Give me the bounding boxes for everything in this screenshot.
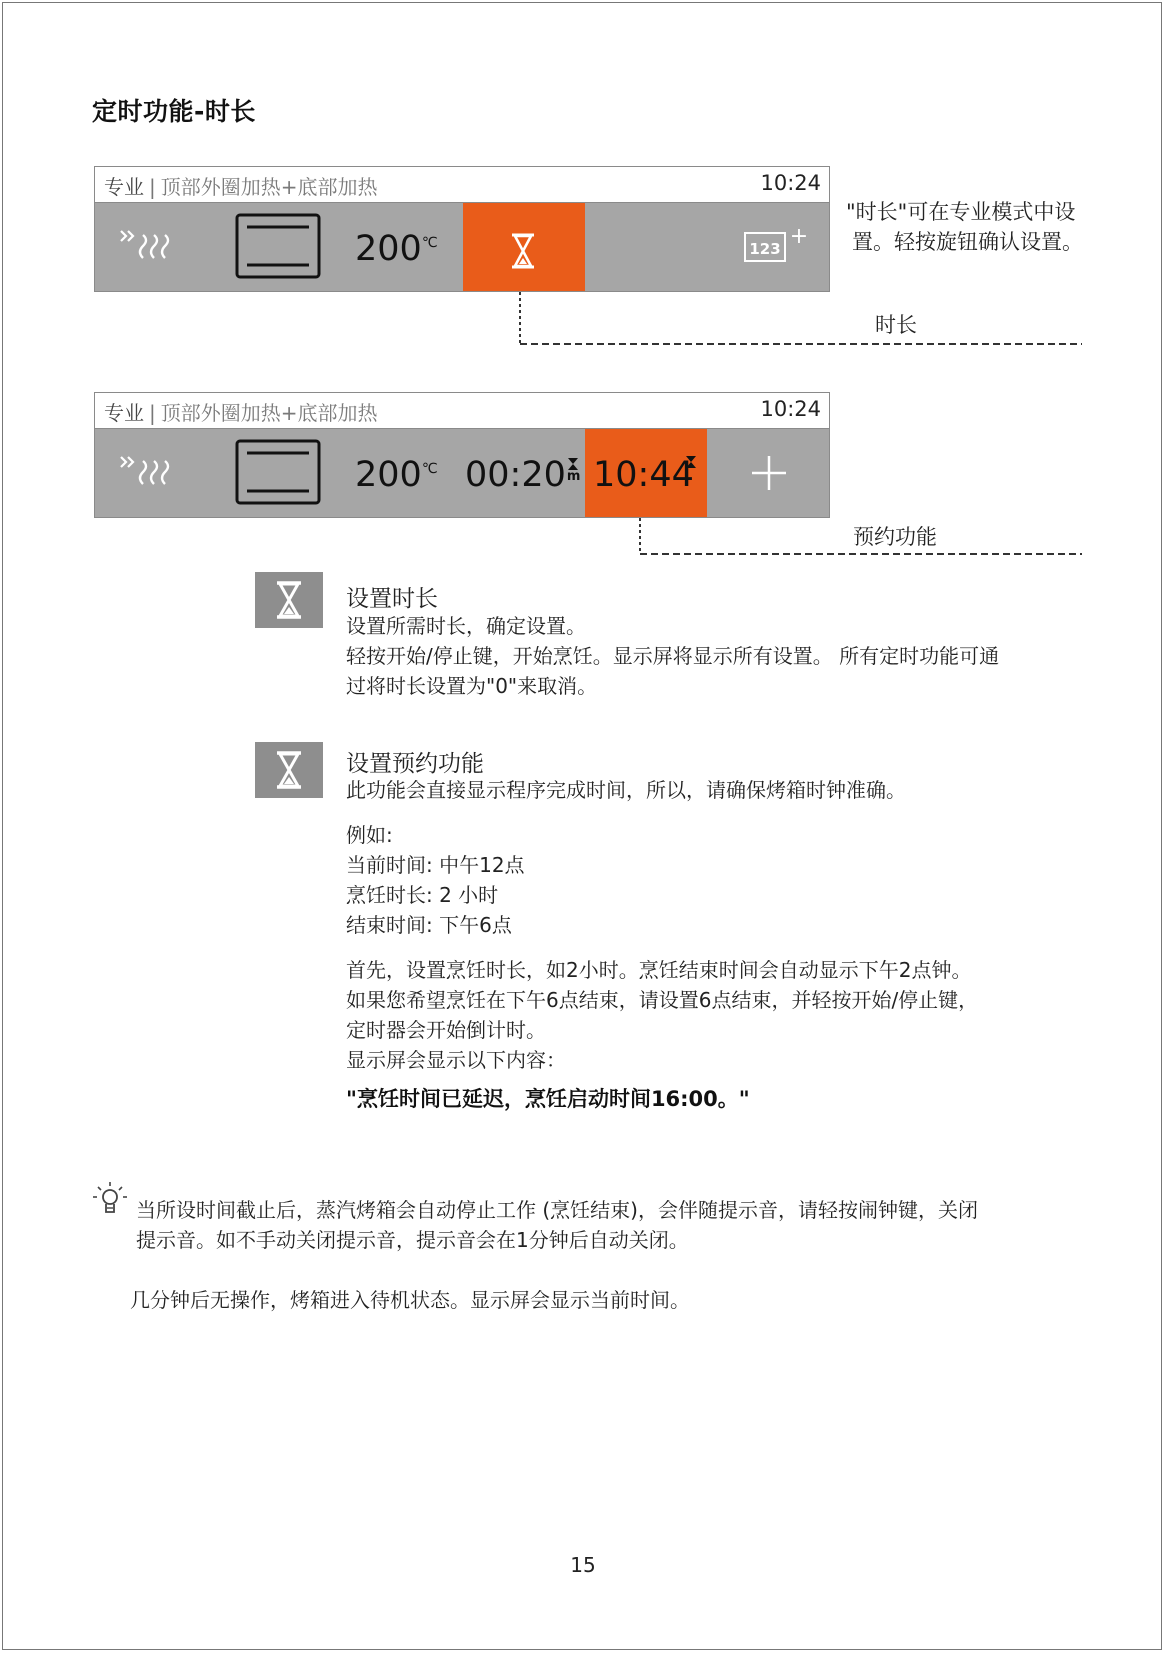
delay-display-message: "烹饪时间已延迟，烹饪启动时间16:00。" [346,1087,750,1111]
temperature-value[interactable]: 200℃ [355,455,438,495]
duration-text: 设置所需时长，确定设置。 轻按开始/停止键，开始烹饪。显示屏将显示所有设置。 所有定时功能可通 过将时长设置为"0"来取消。 [346,614,1000,698]
display-mode: 专业 | 顶部外圈加热+底部加热 [104,401,378,425]
display-clock: 10:24 [760,397,821,421]
duration-button-selected[interactable] [463,203,585,291]
duration-value[interactable]: 00:20 m [465,455,581,495]
steam-icon[interactable] [119,225,181,269]
hourglass-icon [274,580,304,620]
oven-icon[interactable] [235,439,321,505]
delay-heading: 设置预约功能 [346,751,484,777]
display-mode: 专业 | 顶部外圈加热+底部加热 [104,175,378,199]
page-number: 15 [570,1553,596,1577]
oven-display-duration [94,166,830,292]
duration-leader-line [510,292,1085,348]
program-label: 顶部外圈加热+底部加热 [160,401,378,425]
delay-steps: 首先，设置烹饪时长，如2小时。烹饪结束时间会自动显示下午2点钟。 如果您希望烹饪在下午6点结束，请设置6点结束，并轻按开始/停止键， 定时器会开始倒计时。 显示屏会显示以下内容： [346,958,979,1072]
hourglass-icon [685,455,697,469]
lightbulb-icon [92,1180,128,1220]
plus-icon[interactable] [749,453,789,493]
duration-note: "时长"可在专业模式中设 置。轻按旋钮确认设置。 [846,200,1083,254]
standby-note: 几分钟后无操作，烤箱进入待机状态。显示屏会显示当前时间。 [130,1288,690,1312]
delay-end-time-selected[interactable] [585,429,707,517]
delay-intro: 此功能会直接显示程序完成时间，所以，请确保烤箱时钟准确。 [346,778,906,802]
display-status-bar [95,393,829,429]
display-clock: 10:24 [760,171,821,195]
mode-label: 专业 [104,175,144,199]
page-title: 定时功能-时长 [92,97,256,126]
display-function-bar [95,429,829,517]
delay-example: 例如: 当前时间: 中午12点 烹饪时长: 2 小时 结束时间: 下午6点 [346,823,525,937]
delay-label: 预约功能 [853,525,937,549]
duration-label: 时长 [875,313,917,337]
oven-display-delay [94,392,830,518]
hourglass-icon [274,750,304,790]
delay-icon-box [255,742,323,798]
hourglass-icon [509,233,537,269]
duration-icon-box [255,572,323,628]
numeric-123-icon[interactable] [743,225,813,265]
display-function-bar [95,203,829,291]
display-status-bar [95,167,829,203]
end-time-value: 10:44 [593,455,694,495]
program-label: 顶部外圈加热+底部加热 [160,175,378,199]
temperature-value[interactable]: 200℃ [355,229,438,269]
svg-text:123: 123 [749,240,781,258]
mode-label: 专业 [104,401,144,425]
duration-heading: 设置时长 [346,586,438,612]
steam-icon[interactable] [119,451,181,495]
tip-text: 当所设时间截止后，蒸汽烤箱会自动停止工作 (烹饪结束)，会伴随提示音，请轻按闹钟键，关闭 提示音。如不手动关闭提示音，提示音会在1分钟后自动关闭。 [136,1198,978,1252]
oven-icon[interactable] [235,213,321,279]
svg-text:+: + [789,225,809,249]
